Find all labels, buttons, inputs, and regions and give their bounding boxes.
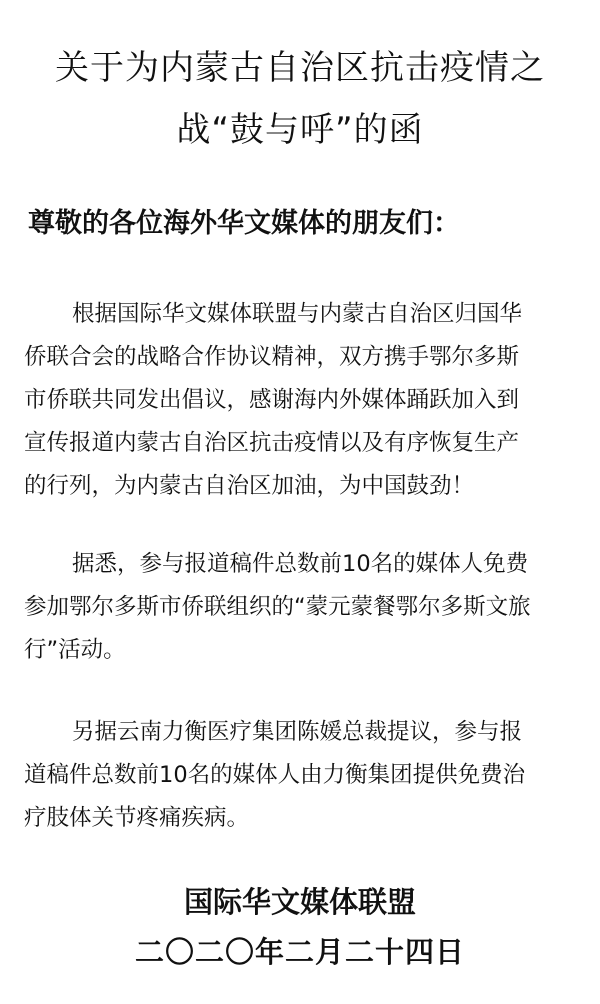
salutation: 尊敬的各位海外华文媒体的朋友们：	[28, 208, 460, 239]
paragraph-1	[24, 293, 584, 508]
paragraph-3	[24, 711, 584, 840]
paragraph-line: 疗肢体关节疼痛疾病。	[24, 805, 250, 831]
paragraph-line: 道稿件总数前10名的媒体人由力衡集团提供免费治	[24, 762, 526, 788]
paragraph-line: 据悉，参与报道稿件总数前10名的媒体人免费	[72, 551, 529, 577]
paragraph-line: 的行列，为内蒙古自治区加油，为中国鼓劲！	[24, 473, 475, 499]
letter-title-line-1: 关于为内蒙古自治区抗击疫情之	[55, 48, 545, 88]
paragraph-line: 侨联合会的战略合作协议精神，双方携手鄂尔多斯	[24, 344, 520, 370]
paragraph-2	[24, 543, 584, 672]
signature-date: 二〇二〇年二月二十四日	[134, 935, 465, 969]
paragraph-line: 另据云南力衡医疗集团陈媛总裁提议，参与报	[72, 719, 523, 745]
paragraph-line: 市侨联共同发出倡议，感谢海内外媒体踊跃加入到	[24, 387, 520, 413]
paragraph-line: 宣传报道内蒙古自治区抗击疫情以及有序恢复生产	[24, 430, 520, 456]
letter-title-line-2: 战“鼓与呼”的函	[176, 110, 424, 150]
paragraph-line: 根据国际华文媒体联盟与内蒙古自治区归国华	[72, 301, 523, 327]
paragraph-line: 行”活动。	[24, 637, 126, 663]
paragraph-line: 参加鄂尔多斯市侨联组织的“蒙元蒙餐鄂尔多斯文旅	[24, 594, 531, 620]
signature-organization: 国际华文媒体联盟	[183, 885, 416, 919]
